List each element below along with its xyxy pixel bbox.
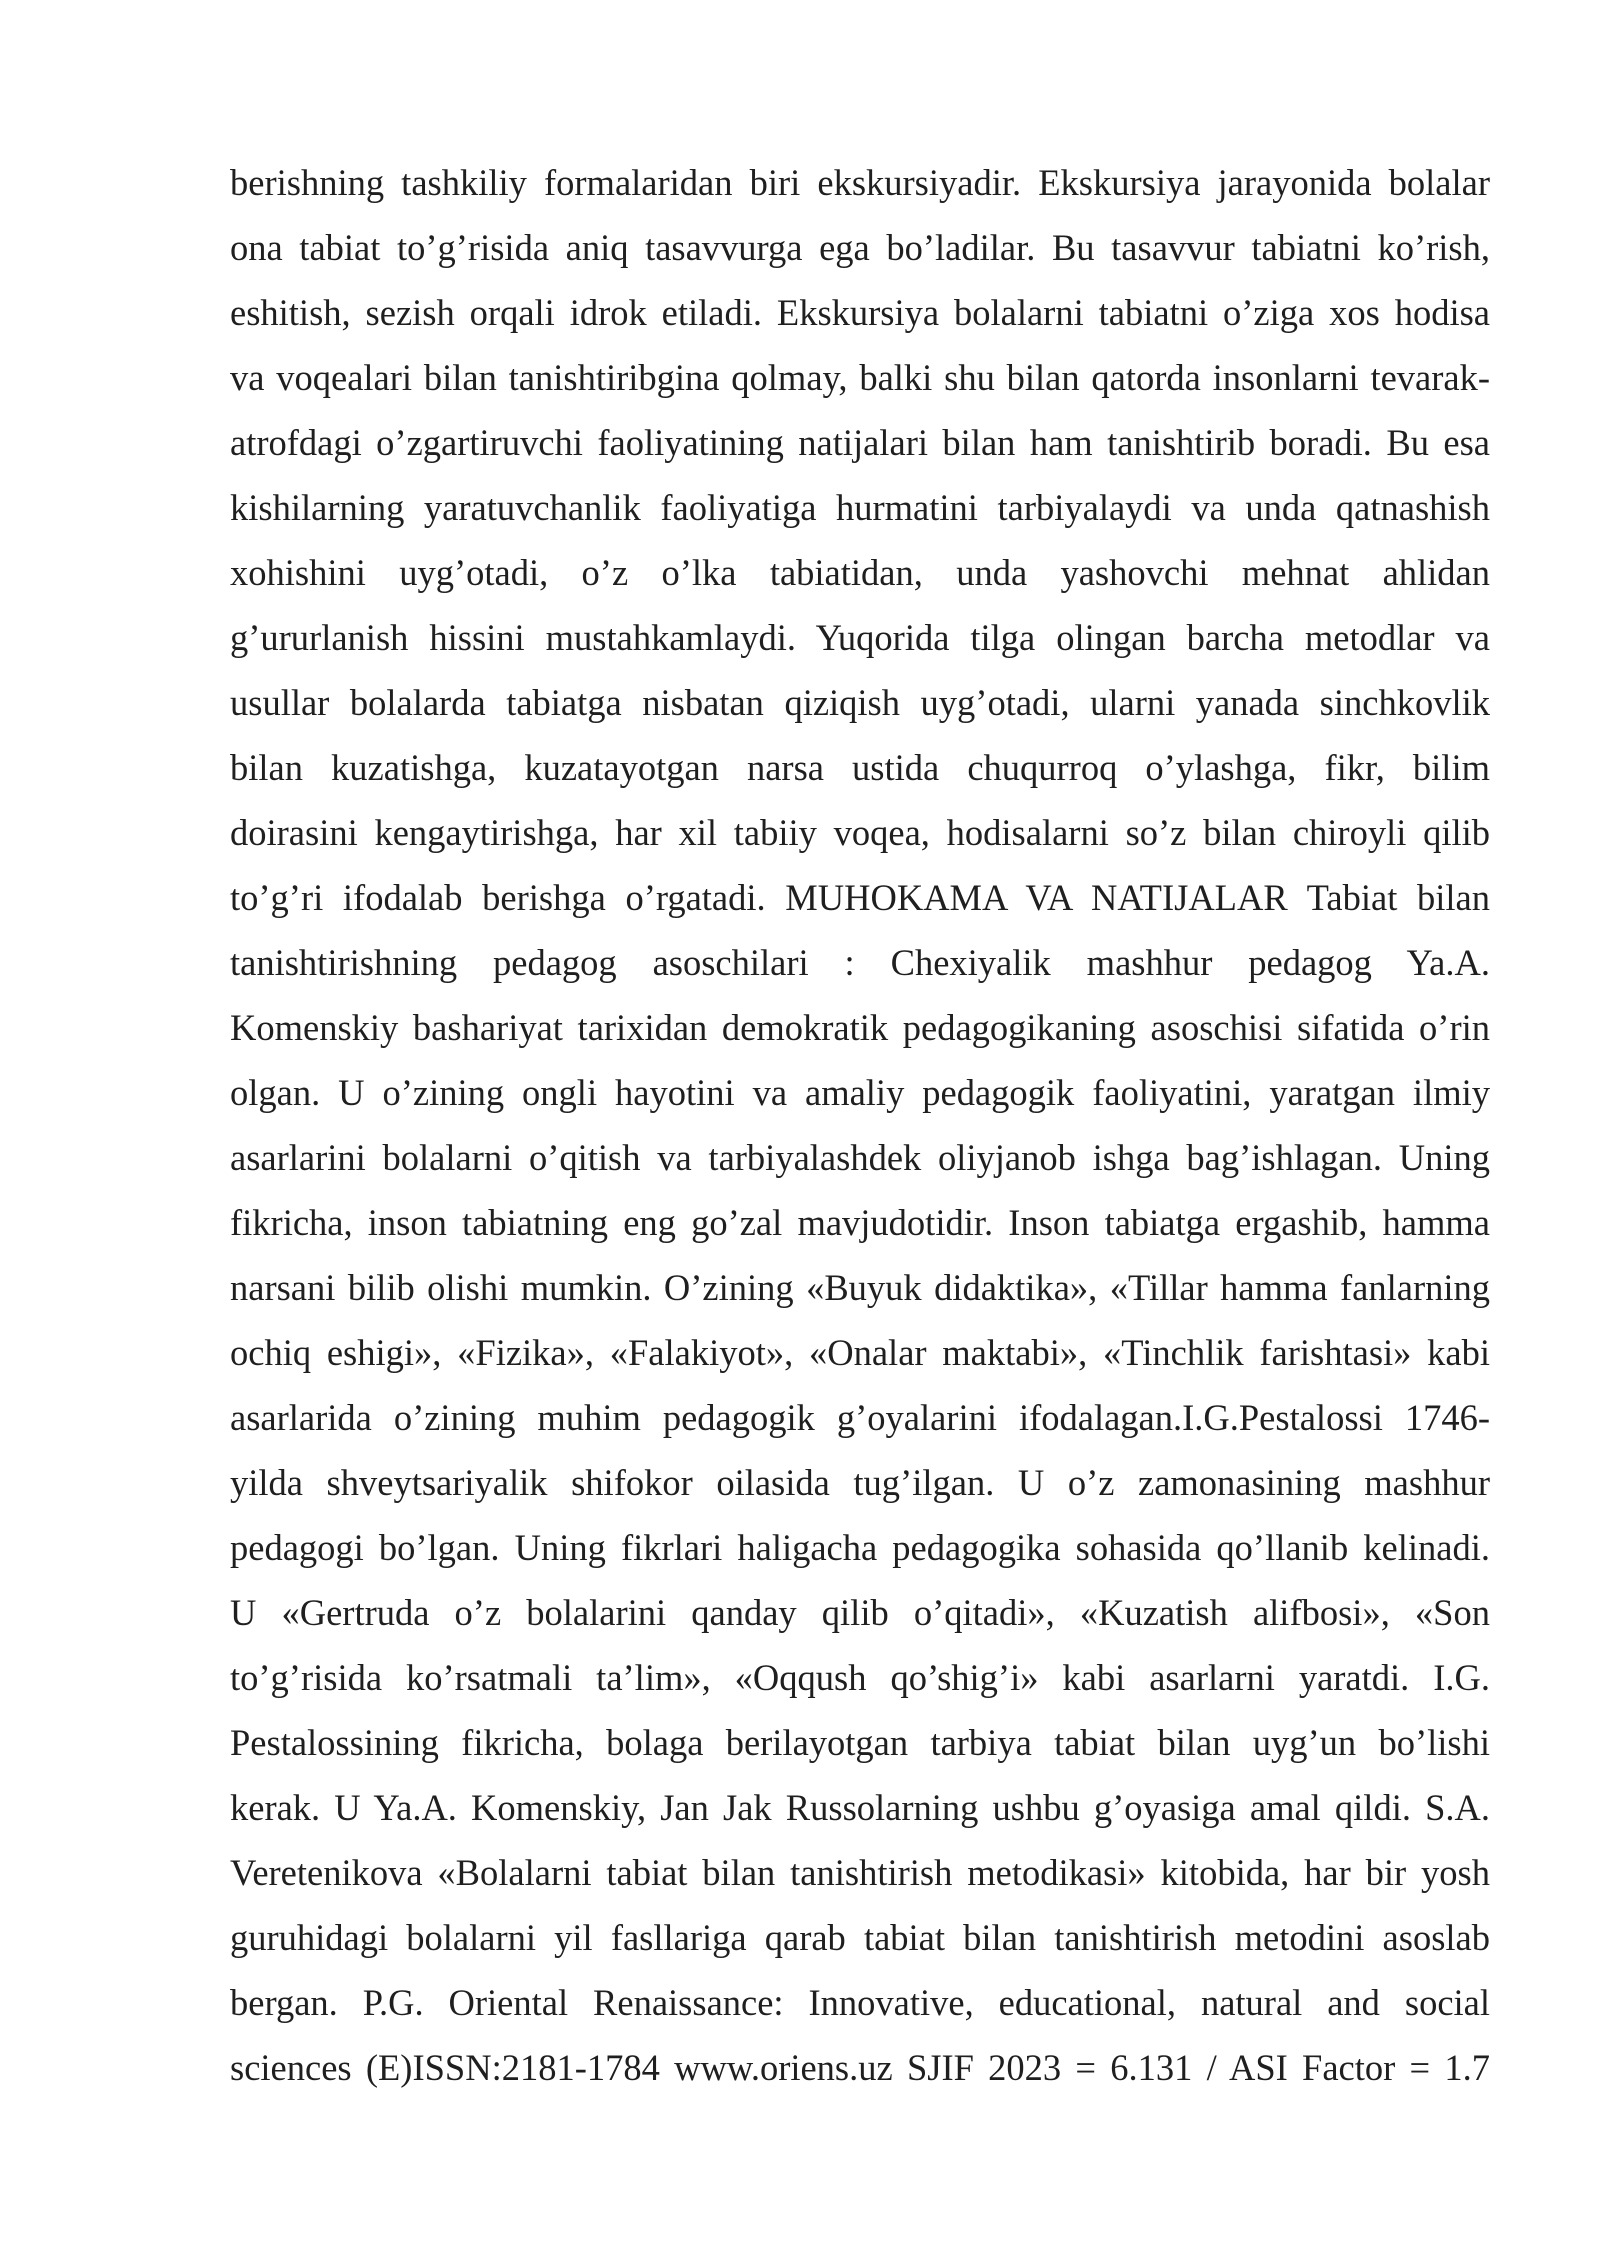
- text-line: asarlarini bolalarni o’qitish va tarbiyalashdek oliyjanob ishga bag’ishlagan. Uning: [230, 1137, 1490, 1178]
- text-line: U «Gertruda o’z bolalarini qanday qilib o’qitadi», «Kuzatish alifbosi», «Son: [230, 1592, 1490, 1633]
- text-line: ochiq eshigi», «Fizika», «Falakiyot», «Onalar maktabi», «Tinchlik farishtasi» kabi: [230, 1332, 1490, 1373]
- text-line: kishilarning yaratuvchanlik faoliyatiga hurmatini tarbiyalaydi va unda qatnashish: [230, 487, 1490, 528]
- text-line: eshitish, sezish orqali idrok etiladi. Ekskursiya bolalarni tabiatni o’ziga xos hodisa: [230, 292, 1490, 333]
- text-line: ona tabiat to’g’risida aniq tasavvurga ega bo’ladilar. Bu tasavvur tabiatni ko’rish,: [230, 227, 1490, 268]
- text-line: narsani bilib olishi mumkin. O’zining «Buyuk didaktika», «Tillar hamma fanlarning: [230, 1267, 1490, 1308]
- body-paragraph: [230, 150, 1490, 2100]
- text-line: doirasini kengaytirishga, har xil tabiiy voqea, hodisalarni so’z bilan chiroyli qilib: [230, 812, 1490, 853]
- text-line: fikricha, inson tabiatning eng go’zal mavjudotidir. Inson tabiatga ergashib, hamma: [230, 1202, 1490, 1243]
- text-line: Pestalossining fikricha, bolaga berilayotgan tarbiya tabiat bilan uyg’un bo’lishi: [230, 1722, 1490, 1763]
- text-line: usullar bolalarda tabiatga nisbatan qiziqish uyg’otadi, ularni yanada sinchkovlik: [230, 682, 1490, 723]
- text-line: to’g’ri ifodalab berishga o’rgatadi. MUHOKAMA VA NATIJALAR Tabiat bilan: [230, 877, 1490, 918]
- text-line: guruhidagi bolalarni yil fasllariga qarab tabiat bilan tanishtirish metodini asoslab: [230, 1917, 1490, 1958]
- text-line: va voqealari bilan tanishtiribgina qolmay, balki shu bilan qatorda insonlarni tevarak-: [230, 357, 1490, 398]
- text-line: bergan. P.G. Oriental Renaissance: Innovative, educational, natural and social: [230, 1982, 1490, 2023]
- text-line: Veretenikova «Bolalarni tabiat bilan tanishtirish metodikasi» kitobida, har bir yosh: [230, 1852, 1490, 1893]
- text-line: atrofdagi o’zgartiruvchi faoliyatining natijalari bilan ham tanishtirib boradi. Bu esa: [230, 422, 1490, 463]
- text-line: xohishini uyg’otadi, o’z o’lka tabiatidan, unda yashovchi mehnat ahlidan: [230, 552, 1490, 593]
- journal-footer-line: sciences (E)ISSN:2181-1784 www.oriens.uz SJIF 2023 = 6.131 / ASI Factor = 1.7: [230, 2047, 1490, 2088]
- text-line: tanishtirishning pedagog asoschilari : Chexiyalik mashhur pedagog Ya.A.: [230, 942, 1490, 983]
- text-line: Komenskiy bashariyat tarixidan demokratik pedagogikaning asoschisi sifatida o’rin: [230, 1007, 1490, 1048]
- text-line: pedagogi bo’lgan. Uning fikrlari haligacha pedagogika sohasida qo’llanib kelinadi.: [230, 1527, 1490, 1568]
- text-line: to’g’risida ko’rsatmali ta’lim», «Oqqush qo’shig’i» kabi asarlarni yaratdi. I.G.: [230, 1657, 1490, 1698]
- text-line: yilda shveytsariyalik shifokor oilasida tug’ilgan. U o’z zamonasining mashhur: [230, 1462, 1490, 1503]
- text-line: bilan kuzatishga, kuzatayotgan narsa ustida chuqurroq o’ylashga, fikr, bilim: [230, 747, 1490, 788]
- text-line: olgan. U o’zining ongli hayotini va amaliy pedagogik faoliyatini, yaratgan ilmiy: [230, 1072, 1490, 1113]
- text-line: kerak. U Ya.A. Komenskiy, Jan Jak Russolarning ushbu g’oyasiga amal qildi. S.A.: [230, 1787, 1490, 1828]
- text-line: berishning tashkiliy formalaridan biri ekskursiyadir. Ekskursiya jarayonida bolalar: [230, 162, 1490, 203]
- text-line: asarlarida o’zining muhim pedagogik g’oyalarini ifodalagan.I.G.Pestalossi 1746-: [230, 1397, 1490, 1438]
- text-line: g’ururlanish hissini mustahkamlaydi. Yuqorida tilga olingan barcha metodlar va: [230, 617, 1490, 658]
